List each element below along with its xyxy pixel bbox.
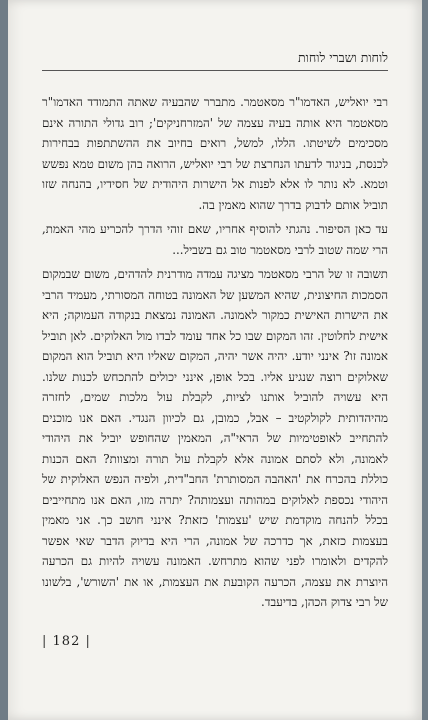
page-number: 182 — [52, 634, 81, 649]
header-divider — [42, 70, 388, 71]
page-body — [42, 92, 388, 617]
book-page — [8, 0, 422, 720]
paragraph: רבי יואליש, האדמו"ר מסאטמר. מתברר שהבעיה שאתה התמודד האדמו"ר מסאטמר היא אותה בעיה עצמה של 'המזרחניקים'; רוב גדולי התורה אינם מסכימים לשיטתו. הללו, למשל, רואים בחיוב את ההשתתפות בבחירות לכנסת, בניגוד לדעתו הנחרצת של רבי יואליש, הרואה בהן משום טמא נפשש וטמא. לא נותר לו אלא לפנות אל הישרות היהודית של חסידיו, בהנחה שזו תוביל אותם לדבוק בדרך שהוא מאמין בה. — [42, 95, 388, 212]
page-number-bracket: | — [85, 634, 91, 649]
paragraph: תשובה זו של הרבי מסאטמר מציגה עמדה מודרנית להדהים, משום שבמקום הסמכות החיצונית, שהיא המשען של האמונה בטוחה המסורתי, מעמיד הרבי את הישרות האישית כמקור לאמונה. האמונה נמצאת בנקודה העמוקה; היא אישית לחלוטין. זהו המקום שבו כל אחד עומד לבדו מול האלוקים. לאן תוביל אמונה זו? אינני יודע. יהיה אשר יהיה, המקום שאליו היא תוביל הוא המקום שאלוקים רוצה שנגיע אליו. בכל אופן, אינני יכולים להתכחש לכנות שלנו. היא עשויה להוביל אותנו לציות, לקבלת עול מלכות שמים, לחזרה מהיהדותית לקולקטיב – אבל, כמובן, גם לכיוון הנגדי. האם אנו מוכנים להתחייב לאופטימיות של הראי"ה, המאמין שהחופש יוביל את היהודי לאמונה, ולא לסתם אמונה אלא לקבלת עול תורה ומצוות? האם הכנות כוללת בהכרח את 'האהבה המסותרת' החב"דית, ולפיה הנפש האלוקית של היהודי נכספת לאלוקים במהותה ועצמותה? יתרה מזו, האם אנו מתחייבים בכלל להנחה מוקדמת שיש 'עצמות' כזאת? אינני חושב כך. אני מאמין בעצמות כזאת, אך כדרכה של אמונה, הרי היא בדיוק הדבר שאי אפשר להקדים ולאומרו לפני שהוא מתרחש. האמונה עשויה להיות גם הכרעה היוצרת את עצמה, הכרעה הקובעת את העצמות, או את 'השורש', בלשונו של רבי צדוק הכהן, בדיעבד. — [42, 267, 388, 609]
running-header: לוחות ושברי לוחות — [298, 50, 388, 65]
paragraph: עד כאן הסיפור. נהגתי להוסיף אחריו, שאם זוהי הדרך להכריע מהי האמת, הרי שמה שטוב לרבי מסאטמר טוב גם בשביל... — [42, 222, 388, 257]
page-number-bracket: | — [42, 634, 48, 649]
page-footer — [42, 634, 91, 649]
